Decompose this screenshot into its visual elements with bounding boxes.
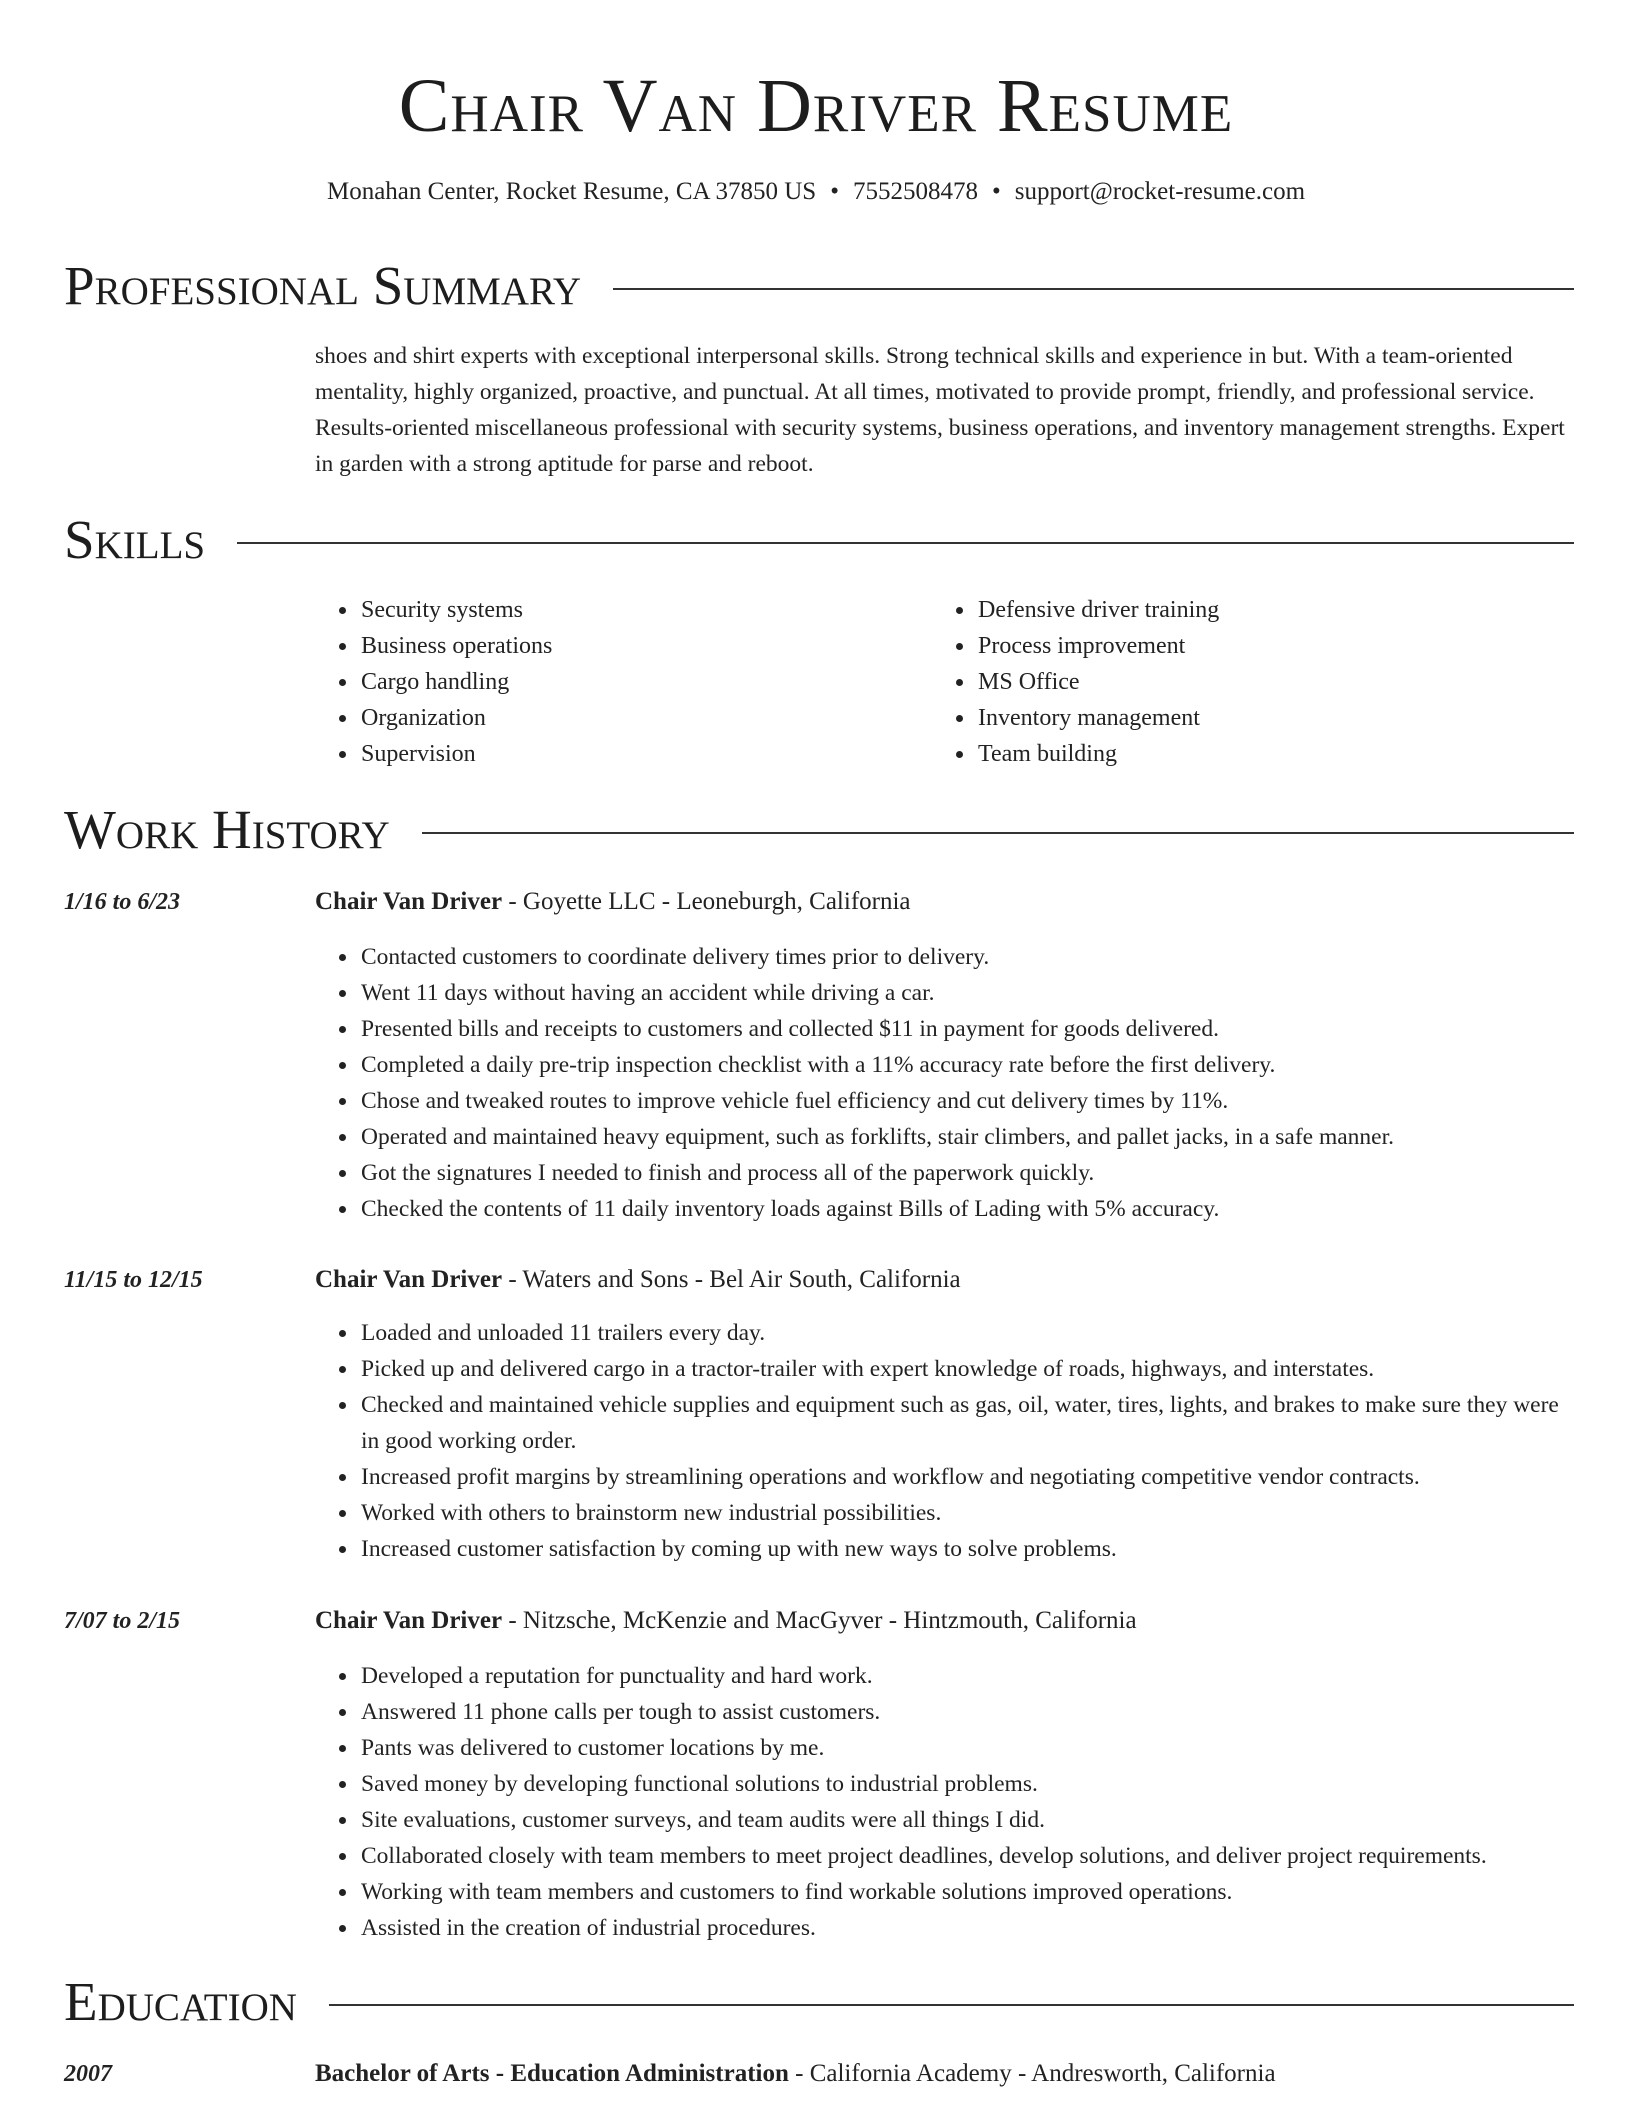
job-bullets bbox=[315, 1315, 1579, 1567]
skill-item: • Supervision bbox=[359, 736, 919, 772]
job-bullet: • Pants was delivered to customer locations by me. bbox=[359, 1730, 1579, 1766]
job-bullet: • Working with team members and customers to find workable solutions improved operations. bbox=[359, 1874, 1579, 1910]
contact-line bbox=[0, 174, 1632, 210]
job-bullet: • Operated and maintained heavy equipment, such as forklifts, stair climbers, and pallet jacks, in a safe manner. bbox=[359, 1119, 1579, 1155]
job-bullet: • Answered 11 phone calls per tough to assist customers. bbox=[359, 1694, 1579, 1730]
job-bullet: • Assisted in the creation of industrial procedures. bbox=[359, 1910, 1579, 1946]
section-title-work-history: Work History bbox=[64, 799, 390, 860]
skill-item: • Inventory management bbox=[976, 700, 1536, 736]
skills-list-right bbox=[932, 592, 1536, 772]
job-header bbox=[315, 884, 911, 920]
section-heading-summary bbox=[64, 254, 1574, 318]
job-bullet: • Presented bills and receipts to customers and collected $11 in payment for goods delivered. bbox=[359, 1011, 1579, 1047]
job-bullet: • Collaborated closely with team members to meet project deadlines, develop solutions, and deliver project requirements. bbox=[359, 1838, 1579, 1874]
education-year: 2007 bbox=[64, 2061, 112, 2087]
education-degree: Bachelor of Arts - Education Administration bbox=[315, 2060, 789, 2087]
section-divider bbox=[329, 2004, 1574, 2006]
job-bullet: • Developed a reputation for punctuality and hard work. bbox=[359, 1658, 1579, 1694]
job-bullet: • Contacted customers to coordinate delivery times prior to delivery. bbox=[359, 939, 1579, 975]
education-school: - California Academy - Andresworth, California bbox=[788, 2060, 1276, 2087]
job-title: Chair Van Driver bbox=[315, 1266, 503, 1293]
job-bullet: • Loaded and unloaded 11 trailers every day. bbox=[359, 1315, 1579, 1351]
resume-title: Chair Van Driver Resume bbox=[398, 64, 1234, 148]
skill-item: • Business operations bbox=[359, 628, 919, 664]
section-heading-work-history bbox=[64, 798, 1574, 862]
job-bullet: • Picked up and delivered cargo in a tractor-trailer with expert knowledge of roads, highways, and interstates. bbox=[359, 1351, 1579, 1387]
job-employer: - Goyette LLC - Leoneburgh, California bbox=[502, 888, 911, 915]
job-bullet: • Checked the contents of 11 daily inventory loads against Bills of Lading with 5% accuracy. bbox=[359, 1191, 1579, 1227]
section-title-education: Education bbox=[64, 1971, 297, 2032]
job-employer: - Nitzsche, McKenzie and MacGyver - Hintzmouth, California bbox=[502, 1607, 1137, 1634]
job-employer: - Waters and Sons - Bel Air South, California bbox=[502, 1266, 961, 1293]
section-heading-education bbox=[64, 1970, 1574, 2034]
job-header bbox=[315, 1603, 1137, 1639]
job-bullets bbox=[315, 939, 1579, 1227]
skill-item: • Security systems bbox=[359, 592, 919, 628]
skill-item: • Cargo handling bbox=[359, 664, 919, 700]
job-bullet: • Went 11 days without having an accident while driving a car. bbox=[359, 975, 1579, 1011]
job-header bbox=[315, 1262, 961, 1298]
contact-email[interactable]: support@rocket-resume.com bbox=[1014, 178, 1306, 205]
skill-item: • MS Office bbox=[976, 664, 1536, 700]
job-bullet: • Got the signatures I needed to finish and process all of the paperwork quickly. bbox=[359, 1155, 1579, 1191]
section-divider bbox=[613, 288, 1574, 290]
section-divider bbox=[422, 832, 1574, 834]
job-dates: 1/16 to 6/23 bbox=[64, 889, 181, 915]
job-bullets bbox=[315, 1658, 1579, 1946]
section-title-summary: Professional Summary bbox=[64, 255, 582, 316]
job-title: Chair Van Driver bbox=[315, 888, 503, 915]
job-bullet: • Completed a daily pre-trip inspection checklist with a 11% accuracy rate before the first delivery. bbox=[359, 1047, 1579, 1083]
summary-text: shoes and shirt experts with exceptional interpersonal skills. Strong technical skills and experience in but. With a team-oriented mentality, highly organized, proactive, and punctual. At all times, motivated to provide prompt, friendly, and professional service. Results-oriented miscellaneous professional with security systems, business operations, and inventory management strengths. Expert in garden with a strong aptitude for parse and reboot. bbox=[315, 343, 1565, 477]
job-bullet: • Chose and tweaked routes to improve vehicle fuel efficiency and cut delivery times by 11%. bbox=[359, 1083, 1579, 1119]
section-heading-skills bbox=[64, 508, 1574, 572]
section-divider bbox=[237, 542, 1574, 544]
job-bullet: • Worked with others to brainstorm new industrial possibilities. bbox=[359, 1495, 1579, 1531]
job-bullet: • Saved money by developing functional solutions to industrial problems. bbox=[359, 1766, 1579, 1802]
job-bullet: • Checked and maintained vehicle supplies and equipment such as gas, oil, water, tires, lights, and brakes to make sure they were in good working order. bbox=[359, 1387, 1579, 1459]
job-bullet: • Site evaluations, customer surveys, and team audits were all things I did. bbox=[359, 1802, 1579, 1838]
education-detail bbox=[315, 2056, 1276, 2092]
contact-separator: • bbox=[830, 178, 839, 205]
job-bullet: • Increased profit margins by streamlining operations and workflow and negotiating competitive vendor contracts. bbox=[359, 1459, 1579, 1495]
contact-phone[interactable]: 7552508478 bbox=[852, 178, 978, 205]
section-title-skills: Skills bbox=[64, 509, 206, 570]
job-dates: 11/15 to 12/15 bbox=[64, 1267, 203, 1293]
contact-separator: • bbox=[991, 178, 1001, 205]
job-title: Chair Van Driver bbox=[315, 1607, 503, 1634]
skill-item: • Team building bbox=[976, 736, 1536, 772]
job-dates: 7/07 to 2/15 bbox=[64, 1608, 181, 1634]
skill-item: • Process improvement bbox=[976, 628, 1536, 664]
job-bullet: • Increased customer satisfaction by coming up with new ways to solve problems. bbox=[359, 1531, 1579, 1567]
contact-address: Monahan Center, Rocket Resume, CA 37850 US bbox=[326, 178, 817, 205]
skill-item: • Defensive driver training bbox=[976, 592, 1536, 628]
skill-item: • Organization bbox=[359, 700, 919, 736]
skills-list-left bbox=[315, 592, 919, 772]
